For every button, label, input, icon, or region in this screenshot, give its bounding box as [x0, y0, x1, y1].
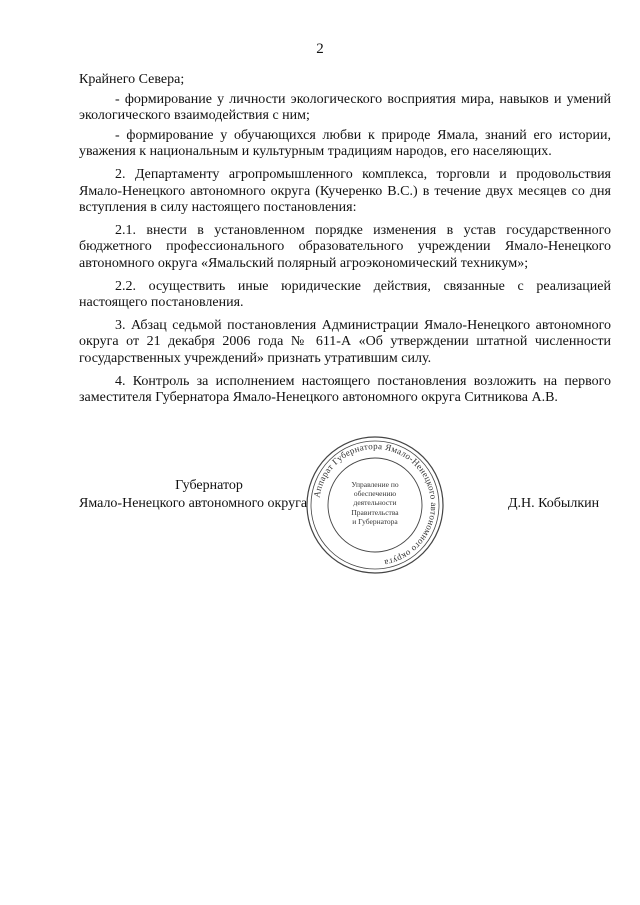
seal-ring-text: Аппарат Губернатора Ямало-Ненецкого автономного округа: [311, 440, 440, 569]
page-number: 2: [316, 41, 324, 57]
signatory-region: Ямало-Ненецкого автономного округа: [79, 496, 308, 511]
signatory-name: Д.Н. Кобылкин: [508, 496, 600, 511]
official-seal: [304, 434, 446, 576]
paragraph-bullet-2: - формирование у обучающихся любви к природе Ямала, знаний его истории, уважения к национальным и культурным традициям народов, его населяющих.: [79, 127, 611, 160]
paragraph-item-4: 4. Контроль за исполнением настоящего постановления возложить на первого заместителя Губернатора Ямало-Ненецкого автономного округа Ситникова А.В.: [79, 373, 611, 406]
paragraph-item-2-1: 2.1. внести в установленном порядке изменения в устав государственного бюджетного профессионального образовательного учреждении Ямало-Ненецкого автономного округа «Ямальский полярный агроэкономический техникум»;: [79, 222, 611, 271]
seal-line: Управление по: [351, 480, 399, 489]
seal-line: и Губернатора: [352, 516, 398, 526]
seal-line: Правительства: [351, 507, 399, 517]
paragraph-item-2-2: 2.2. осуществить иные юридические действия, связанные с реализацией настоящего постановления.: [79, 278, 611, 311]
paragraph-bullet-1: - формирование у личности экологического восприятия мира, навыков и умений экологического взаимодействия с ним;: [79, 91, 611, 124]
paragraph-item-3: 3. Абзац седьмой постановления Администрации Ямало-Ненецкого автономного округа от 21 декабря 2006 года № 611-А «Об утверждении штатной численности государственных учреждений» признать утратившим силу.: [79, 317, 611, 366]
seal-line: обеспечению: [353, 489, 397, 499]
paragraph-item-2: 2. Департаменту агропромышленного комплекса, торговли и продовольствия Ямало-Ненецкого автономного округа (Кучеренко В.С.) в течение двух месяцев со дня вступления в силу настоящего постановления:: [79, 166, 611, 216]
signatory-position: Губернатор: [175, 478, 243, 493]
seal-line: деятельности: [353, 498, 397, 508]
seal-center-text: [330, 480, 420, 526]
paragraph-continuation: Крайнего Севера;: [79, 72, 185, 87]
document-body: [79, 72, 611, 413]
